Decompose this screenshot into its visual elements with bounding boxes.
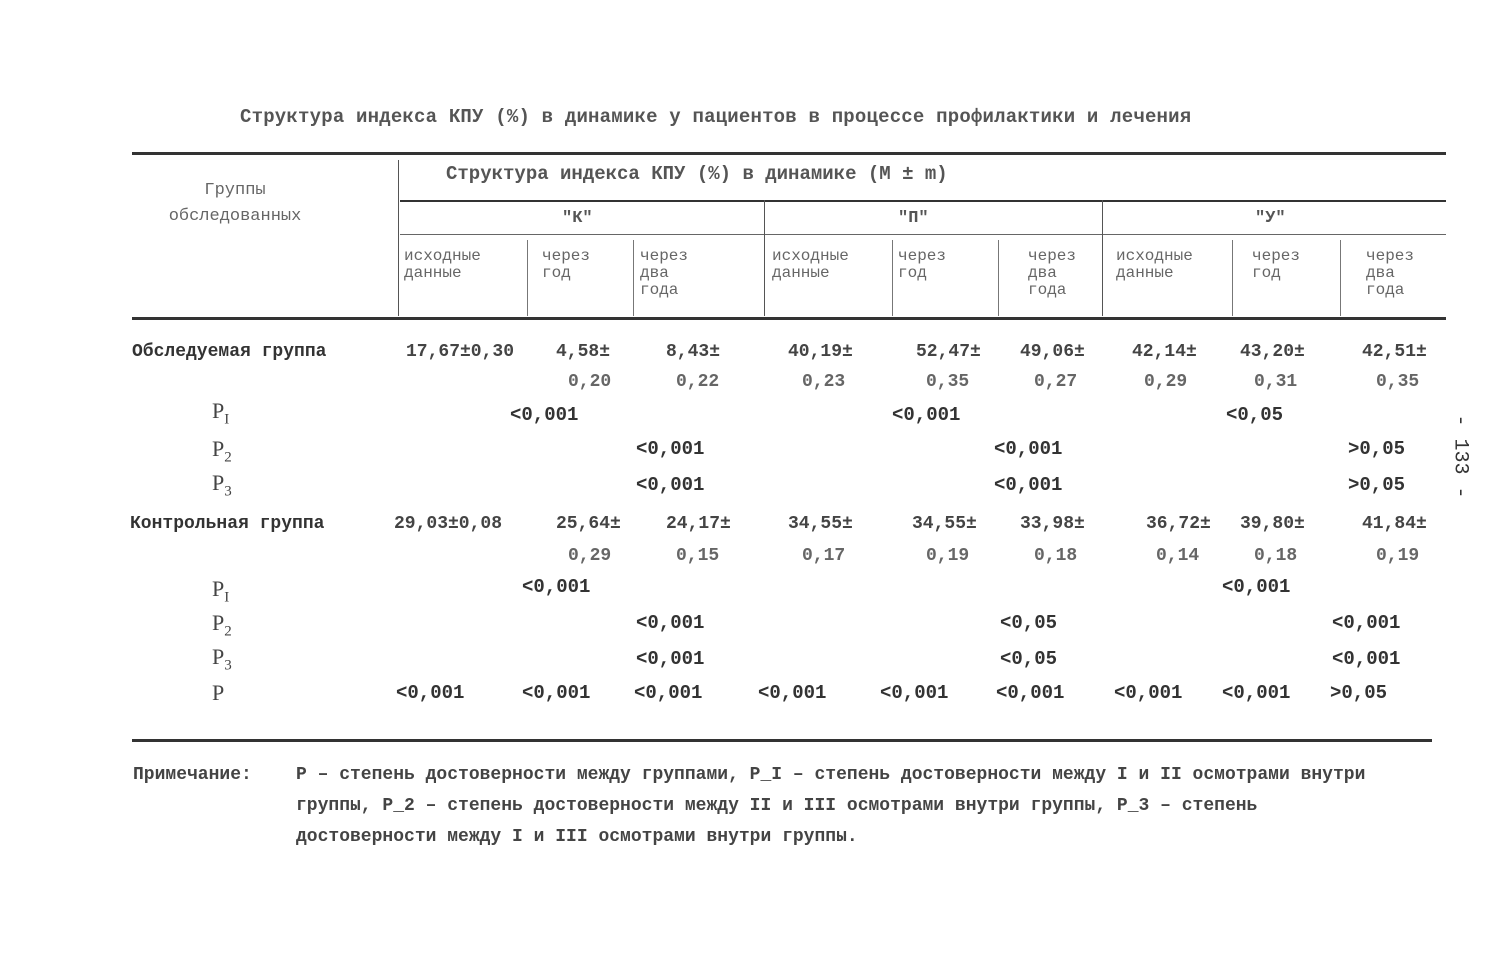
subcol-u-1yr: через год [1252,247,1301,282]
study-error: 0,27 [1034,372,1078,392]
control-p: <0,001 [522,682,591,704]
subcol-p-initial: исходные данные [772,247,849,282]
note-label: Примечание: [133,765,252,785]
bottom-rule [132,739,1432,742]
study-p1: <0,001 [510,404,579,426]
p2-label: $P_2$ [212,436,232,466]
top-rule [132,152,1446,155]
study-error: 0,31 [1254,372,1298,392]
control-p1: <0,001 [1222,576,1291,598]
header-bottom-rule [132,317,1446,320]
p1-label: $P_I$ [212,576,230,606]
control-p: <0,001 [634,682,703,704]
study-p3: <0,001 [994,474,1063,496]
control-p3: <0,001 [1332,648,1401,670]
control-p2: <0,05 [1000,612,1058,634]
control-p1: <0,001 [522,576,591,598]
control-error: 0,18 [1034,546,1078,566]
row-label-control: Контрольная группа [130,514,325,534]
control-p2: <0,001 [1332,612,1401,634]
study-value: 8,43± [666,342,721,362]
control-p3: <0,05 [1000,648,1058,670]
study-error: 0,22 [676,372,720,392]
subheader-rule [400,234,1446,235]
control-value: 25,64± [556,514,621,534]
subcol-p-1yr: через год [898,247,947,282]
control-value: 34,55± [912,514,977,534]
control-error: 0,19 [1376,546,1420,566]
col-sep [998,240,999,316]
control-p3: <0,001 [636,648,705,670]
study-value: 4,58± [556,342,611,362]
study-error: 0,20 [568,372,612,392]
p-label: P [212,680,225,705]
subcol-k-1yr: через год [542,247,591,282]
control-value: 41,84± [1362,514,1427,534]
study-error: 0,35 [926,372,970,392]
subcol-u-initial: исходные данные [1116,247,1193,282]
p3-label: $P_3$ [212,470,232,500]
component-p: "П" [898,209,929,228]
control-value: 24,17± [666,514,731,534]
control-value: 29,03±0,08 [394,514,503,534]
control-error: 0,19 [926,546,970,566]
p3-label: $P_3$ [212,644,232,674]
control-value: 34,55± [788,514,853,534]
study-p3: >0,05 [1348,474,1406,496]
control-p: <0,001 [880,682,949,704]
component-u: "У" [1255,209,1286,228]
control-p: <0,001 [1114,682,1183,704]
study-p1: <0,001 [892,404,961,426]
study-value: 17,67±0,30 [406,342,515,362]
page-number: - 133 - [1448,414,1472,499]
p2-label: $P_2$ [212,610,232,640]
control-error: 0,14 [1156,546,1200,566]
control-error: 0,15 [676,546,720,566]
study-value: 42,14± [1132,342,1197,362]
p1-label: $P_I$ [212,398,230,428]
study-p2: <0,001 [994,438,1063,460]
control-p: <0,001 [396,682,465,704]
study-value: 49,06± [1020,342,1085,362]
control-error: 0,18 [1254,546,1298,566]
col-sep [1232,240,1233,316]
control-p: >0,05 [1330,682,1388,704]
study-error: 0,23 [802,372,846,392]
table-caption: Структура индекса КПУ (%) в динамике у пациентов в процессе профилактики и лечения [240,106,1192,128]
col-sep [764,200,765,316]
control-p: <0,001 [1222,682,1291,704]
col-sep [633,240,634,316]
control-value: 33,98± [1020,514,1085,534]
col-sep [398,160,399,316]
component-k: "К" [562,209,593,228]
study-p3: <0,001 [636,474,705,496]
col-sep [527,240,528,316]
control-value: 39,80± [1240,514,1305,534]
col-sep [892,240,893,316]
subcol-p-2yr: через два года [1028,247,1077,299]
subcol-k-2yr: через два года [640,247,689,299]
col-sep [1340,240,1341,316]
control-error: 0,17 [802,546,846,566]
study-error: 0,29 [1144,372,1188,392]
study-p2: <0,001 [636,438,705,460]
control-value: 36,72± [1146,514,1211,534]
subcol-u-2yr: через два года [1366,247,1415,299]
study-error: 0,35 [1376,372,1420,392]
col-sep [1102,200,1103,316]
header-rule [400,200,1446,202]
study-p1: <0,05 [1226,404,1284,426]
study-value: 42,51± [1362,342,1427,362]
control-p: <0,001 [758,682,827,704]
subcol-k-initial: исходные данные [404,247,481,282]
control-error: 0,29 [568,546,612,566]
study-value: 40,19± [788,342,853,362]
study-p2: >0,05 [1348,438,1406,460]
control-p: <0,001 [996,682,1065,704]
groups-header: Группы обследованных [168,181,302,226]
note-text: Р – степень достоверности между группами, Р_I – степень достоверности между I и II осмотрами внутри группы, Р_2 – степень достоверности между II и III осмотрами внутри группы, Р_3 – степень достоверности между I и III осмотрами внутри группы. [296,765,1366,847]
main-header: Структура индекса КПУ (%) в динамике (М ± m) [446,163,948,185]
control-p2: <0,001 [636,612,705,634]
study-value: 43,20± [1240,342,1305,362]
row-label-study: Обследуемая группа [132,342,327,362]
study-value: 52,47± [916,342,981,362]
